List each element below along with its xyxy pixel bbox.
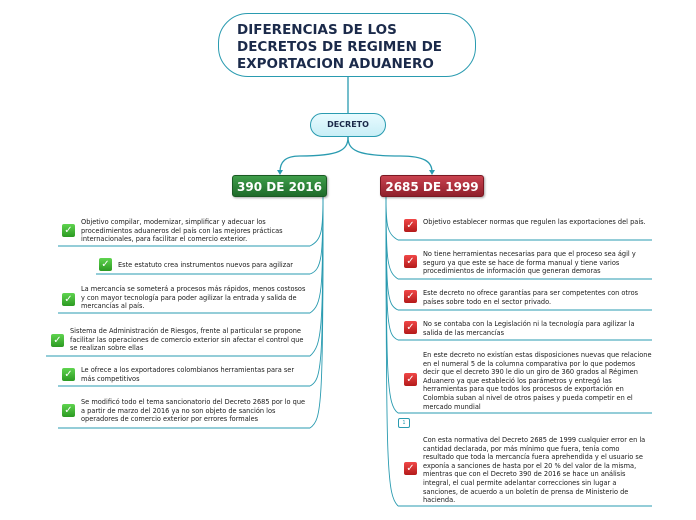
check-green-icon: ✓: [62, 404, 75, 417]
central-topic-label: DECRETO: [327, 120, 369, 129]
left-item-4[interactable]: [51, 327, 310, 353]
right-item-1[interactable]: [404, 218, 652, 231]
check-green-icon: ✓: [62, 293, 75, 306]
right-item-connectors: [386, 197, 398, 506]
attachment-count: 1: [402, 420, 406, 426]
central-topic-decreto[interactable]: [310, 113, 386, 137]
right-item-text: No se contaba con la Legislación ni la tecnología para agilizar la salida de las mercancías: [423, 320, 635, 337]
left-item-text: La mercancía se someterá a procesos más rápidos, menos costosos y con mayor tecnología para poder agilizar la entrada y salida de mercancías al país.: [81, 285, 306, 311]
right-item-text: Este decreto no ofrece garantías para ser competentes con otros países sobre todo en el sector privado.: [423, 289, 639, 306]
check-red-icon: ✓: [404, 462, 417, 475]
left-item-text: Este estatuto crea instrumentos nuevos para agilizar: [118, 261, 293, 269]
left-item-text: Le ofrece a los exportadores colombianos herramientas para ser más competitivos: [81, 366, 295, 383]
right-item-5[interactable]: [404, 351, 652, 411]
check-red-icon: ✓: [404, 255, 417, 268]
root-topic-title: DIFERENCIAS DE LOS DECRETOS DE REGIMEN DE EXPORTACION ADUANERO: [237, 22, 442, 72]
left-item-text: Sistema de Administración de Riesgos, frente al particular se propone facilitar las operaciones de comercio exterior sin afectar el control que se realizan sobre ellas: [70, 327, 304, 353]
check-red-icon: ✓: [404, 321, 417, 334]
left-item-6[interactable]: [62, 398, 310, 424]
attachment-badge[interactable]: [398, 418, 410, 428]
right-item-text: En este decreto no existían estas disposiciones nuevas que relacione en el numeral 5 de la columna comparativa por lo que podemos decir que el decreto 390 le dio un giro de 360 grados al Régimen Aduanero ya que estableció los parámetros y entregó las herramientas para que todos los procesos de exportación en Colombia suban al nivel de otros países y pueda competir en el mercado mundial: [423, 351, 652, 411]
right-item-text: No tiene herramientas necesarias para que el proceso sea ágil y seguro ya que este se hace de forma manual y tiene varios procedimientos de información que generan demoras: [423, 250, 636, 276]
check-green-icon: ✓: [51, 334, 64, 347]
left-item-3[interactable]: [62, 285, 310, 311]
check-green-icon: ✓: [62, 368, 75, 381]
check-red-icon: ✓: [404, 290, 417, 303]
left-item-2[interactable]: [99, 258, 310, 270]
check-red-icon: ✓: [404, 219, 417, 232]
left-item-text: Se modificó todo el tema sancionatorio del Decreto 2685 por lo que a partir de marzo del 2016 ya no son objeto de sanción los operadores de comercio exterior por errores formales: [81, 398, 306, 424]
left-item-text: Objetivo compilar, modernizar, simplificar y adecuar los procedimientos aduaneros del país con las mejores prácticas internacionales, para facilitar el comercio exterior.: [81, 218, 283, 244]
right-item-6[interactable]: [404, 436, 652, 505]
right-item-text: Con esta normativa del Decreto 2685 de 1999 cualquier error en la cantidad declarada, por más mínimo que fuera, tenía como resultado que toda la mercancía fuera aprehendida y el usuario se exponía a sanciones de hasta por el 20 % del valor de la misma, mientras que con el Decreto 390 de 2016 se hace un análisis integral, el cual permite adelantar correcciones sin lugar a sanciones, de acuerdo a un boletín de prensa de Ministerio de hacienda.: [423, 436, 646, 505]
left-item-connectors: [310, 197, 323, 428]
right-item-4[interactable]: [404, 320, 652, 337]
branch-2685-de-1999[interactable]: [380, 175, 484, 197]
check-green-icon: ✓: [62, 224, 75, 237]
connector-decreto-right: [348, 137, 432, 172]
branch-label-right: 2685 DE 1999: [385, 180, 479, 194]
right-item-text: Objetivo establecer normas que regulen las exportaciones del país.: [423, 218, 646, 226]
left-item-5[interactable]: [62, 366, 310, 383]
root-topic[interactable]: [218, 13, 476, 77]
branch-390-de-2016[interactable]: [232, 175, 327, 197]
branch-label-left: 390 DE 2016: [237, 180, 322, 194]
check-green-icon: ✓: [99, 258, 112, 271]
connector-decreto-left: [280, 137, 348, 172]
right-item-3[interactable]: [404, 289, 652, 306]
right-item-2[interactable]: [404, 250, 652, 276]
left-item-1[interactable]: [62, 218, 310, 244]
check-red-icon: ✓: [404, 373, 417, 386]
